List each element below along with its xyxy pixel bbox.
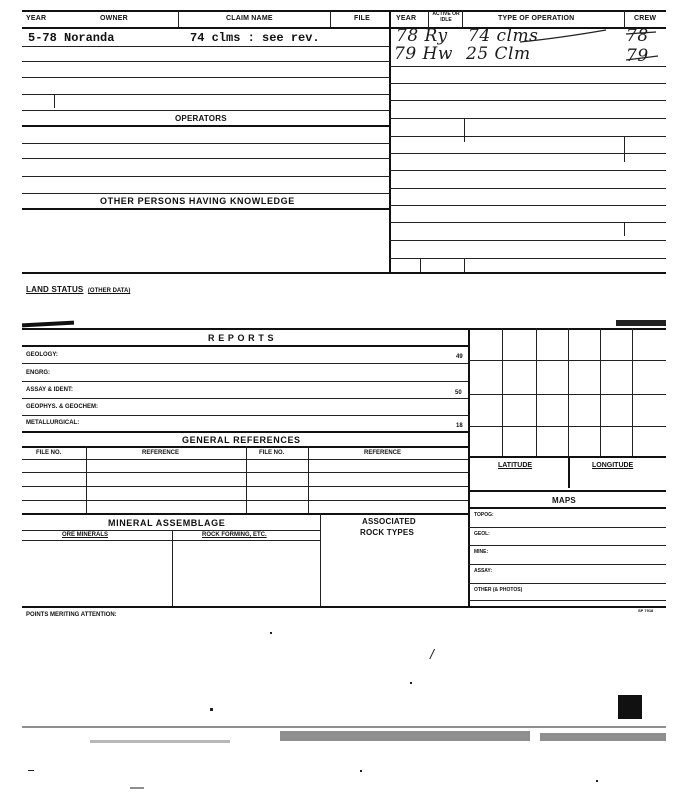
gr-file-no-2: FILE NO. xyxy=(259,450,285,456)
header-file: FILE xyxy=(354,15,370,22)
latitude-label: LATITUDE xyxy=(498,462,533,469)
hand-year-status-2: 79 Hw xyxy=(394,44,453,64)
maps-assay: ASSAY: xyxy=(474,568,493,574)
header-claim-name: CLAIM NAME xyxy=(226,15,273,22)
report-assay: ASSAY & IDENT: xyxy=(26,387,74,393)
header-owner: OWNER xyxy=(100,15,128,22)
rock-types-label: ROCK TYPES xyxy=(360,528,415,537)
maps-topog: TOPOG: xyxy=(474,512,494,518)
land-status xyxy=(26,279,130,297)
points-meriting-attention: POINTS MERITING ATTENTION: xyxy=(26,612,117,618)
header-type-of-operation: TYPE OF OPERATION xyxy=(498,15,575,22)
report-metallurgical-num: 18 xyxy=(456,423,463,429)
associated-label: ASSOCIATED xyxy=(362,517,416,526)
report-geophys: GEOPHYS. & GEOCHEM: xyxy=(26,404,99,410)
handwriting-strokes xyxy=(460,28,660,68)
operators-label: OPERATORS xyxy=(175,114,227,123)
land-status-label: LAND STATUS xyxy=(26,285,84,294)
maps-mine: MINE: xyxy=(474,549,489,555)
form-code: SP 7918 xyxy=(638,608,654,613)
ore-minerals-label: ORE MINERALS xyxy=(62,532,109,538)
header-year: YEAR xyxy=(26,15,47,22)
gr-reference-2: REFERENCE xyxy=(364,450,402,456)
report-assay-num: 50 xyxy=(455,390,462,396)
rock-forming-label: ROCK FORMING, ETC. xyxy=(202,532,267,538)
general-references-title: GENERAL REFERENCES xyxy=(182,435,301,445)
report-geology: GEOLOGY: xyxy=(26,352,58,358)
header-crew: CREW xyxy=(634,15,657,22)
hand-crew-1: 78 xyxy=(626,26,649,46)
header-active-idle: ACTIVE OR IDLE xyxy=(432,11,460,23)
reports-title: R E P O R T S xyxy=(208,333,275,343)
maps-other: OTHER (& PHOTOS) xyxy=(474,587,523,593)
gr-reference-1: REFERENCE xyxy=(142,450,180,456)
report-metallurgical: METALLURGICAL: xyxy=(26,420,80,426)
report-geology-num: 49 xyxy=(456,354,463,360)
longitude-label: LONGITUDE xyxy=(592,462,634,469)
hand-crew-2: 79 xyxy=(626,46,649,66)
hand-year-status-1: 78 Ry xyxy=(396,26,448,46)
gr-file-no-1: FILE NO. xyxy=(36,450,62,456)
land-status-sub: (OTHER DATA) xyxy=(87,288,131,294)
hand-operation-2: 25 Clm xyxy=(466,44,531,64)
header-year-2: YEAR xyxy=(396,15,417,22)
maps-geol: GEOL: xyxy=(474,531,490,537)
owner-entry: 5-78 Noranda xyxy=(28,31,115,45)
maps-title: MAPS xyxy=(552,496,576,505)
hand-operation-1: 74 clms xyxy=(468,26,539,46)
report-engrg: ENGRG: xyxy=(26,370,50,376)
claim-entry: 74 clms : see rev. xyxy=(190,31,320,45)
other-persons-label: OTHER PERSONS HAVING KNOWLEDGE xyxy=(100,196,295,206)
mineral-assemblage-title: MINERAL ASSEMBLAGE xyxy=(108,518,226,528)
